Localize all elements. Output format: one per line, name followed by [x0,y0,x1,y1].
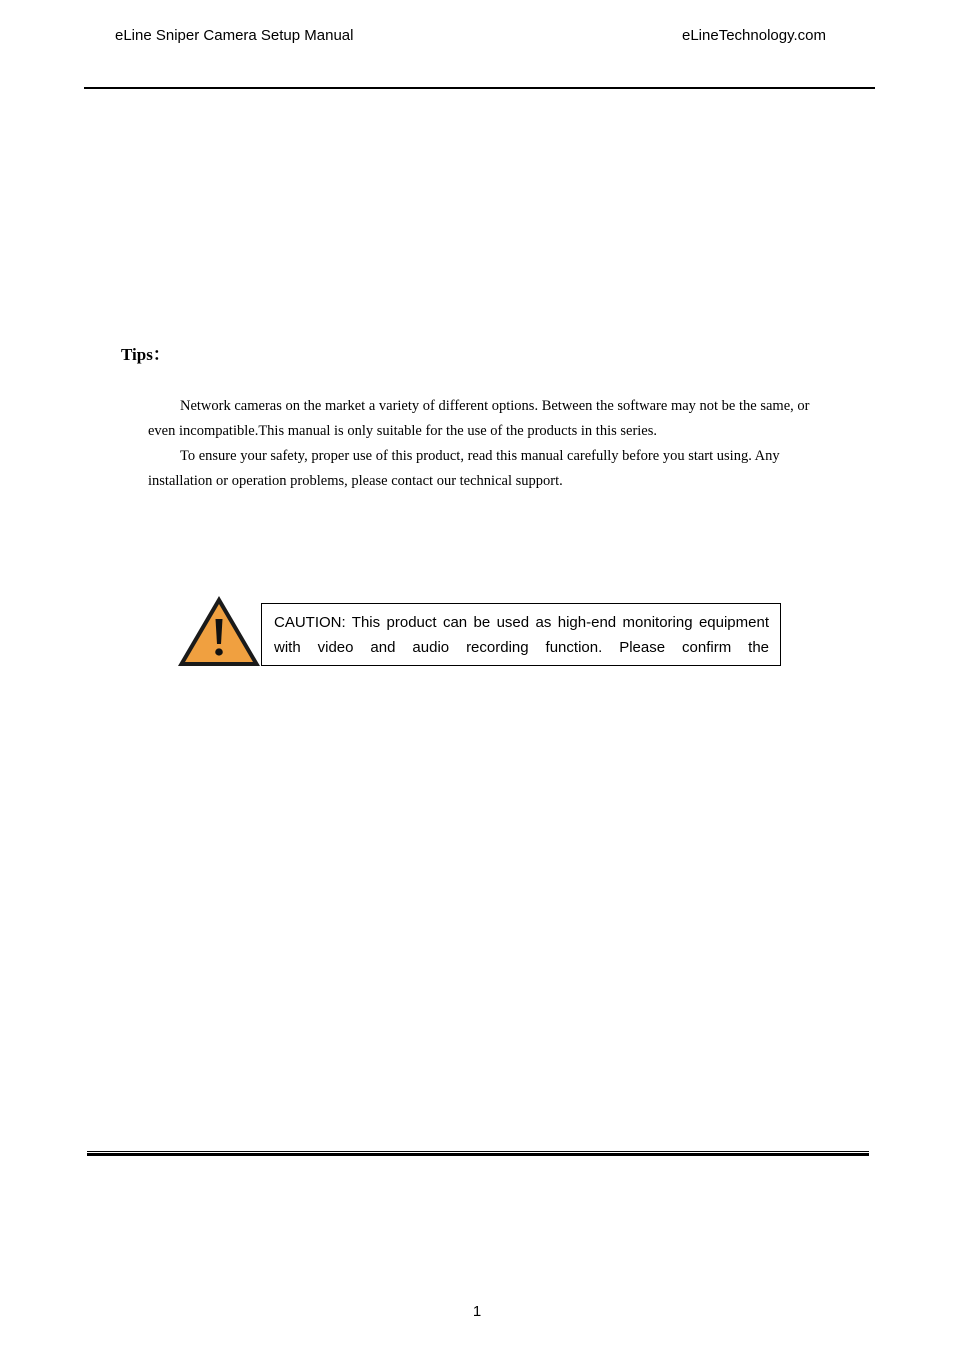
footer-divider-thin [87,1151,869,1152]
warning-triangle-icon [176,594,262,668]
footer-divider-thick [87,1153,869,1156]
page-number: 1 [472,1303,482,1320]
header-divider [84,87,875,89]
caution-notice: CAUTION: This product can be used as high-end monitoring equipment with video and audio recording function. Please confirm the [261,603,781,666]
tips-body [148,394,820,494]
warning-exclamation-dot [215,648,223,655]
header-website: eLineTechnology.com [682,27,826,44]
tips-paragraph-2: To ensure your safety, proper use of this product, read this manual carefully before you start using. Any installation or operation problems, please contact our technical support. [148,448,780,489]
tips-heading: Tips： [121,345,170,364]
header-manual-title: eLine Sniper Camera Setup Manual [115,27,354,44]
tips-paragraph-1: Network cameras on the market a variety of different options. Between the software may not be the same, or even incompatible.This manual is only suitable for the use of the products in this series. [148,398,810,439]
